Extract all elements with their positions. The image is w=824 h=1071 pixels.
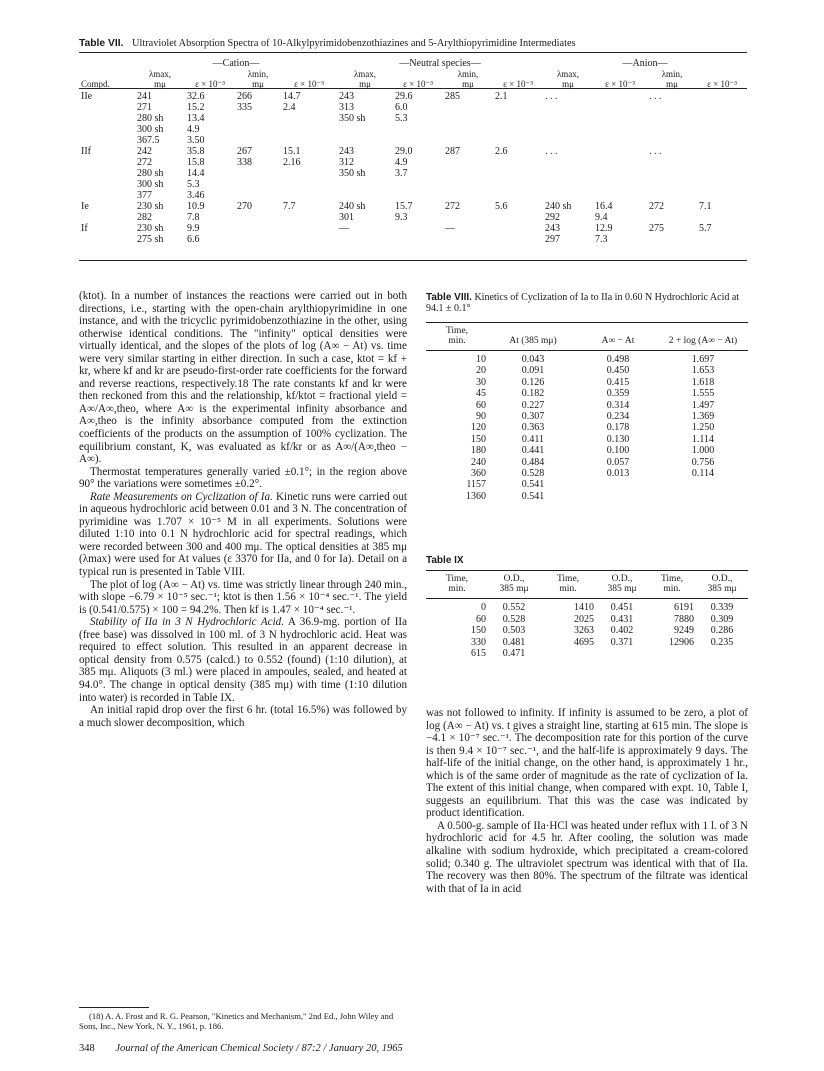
table-cell: 16.4 9.4 xyxy=(595,201,613,223)
table-cell: 0.756 xyxy=(691,456,715,468)
table-cell xyxy=(648,648,696,660)
column-header: A∞ − At xyxy=(578,323,658,351)
table-cell: 1157 xyxy=(466,479,486,491)
table-cell: 270 xyxy=(237,201,252,212)
table-cell: 9.9 6.6 xyxy=(187,223,200,245)
table-cell: 12.9 7.3 xyxy=(595,223,613,245)
column-header: Time, min. xyxy=(426,571,488,599)
table-cell: 0.363 xyxy=(521,422,545,434)
table-row xyxy=(426,479,748,490)
group-anion: —Anion— xyxy=(622,58,668,69)
table-cell: 0.314 xyxy=(606,399,630,411)
table-cell: 1.114 xyxy=(691,433,715,445)
table-cell: 0.182 xyxy=(521,388,545,400)
table-cell: 0.481 xyxy=(502,636,526,648)
table-cell: 330 xyxy=(471,636,486,648)
column-header: Time, min. xyxy=(648,571,696,599)
table-cell: 0.431 xyxy=(610,613,634,625)
column-header: O.D., 385 mμ xyxy=(696,571,748,599)
column-header: Time, min. xyxy=(426,323,488,351)
compd-header: Compd. xyxy=(81,79,110,89)
paragraph: A 0.500-g. sample of IIa·HCl was heated under reflux with 1 l. of 3 N hydrochloric acid for 4.5 hr. After cooling, the solution was made alkaline with sodium hydroxide, which precipitated a cream-colored solid; 0.340 g. The ultraviolet spectrum was identical with that of IIa. The recovery was then 80%. The spectrum of the filtrate was identical with that of Ia in acid xyxy=(426,819,748,895)
table-cell: 1.369 xyxy=(691,411,715,423)
table7-bottom-rule xyxy=(79,260,747,261)
table-cell: 241 271 280 sh 300 sh 367.5 xyxy=(137,91,164,146)
table-cell: 60 xyxy=(476,613,486,625)
table-cell: 230 sh 282 xyxy=(137,201,164,223)
table-cell: 615 xyxy=(471,648,486,659)
table-cell: 30 xyxy=(476,376,486,388)
table-cell xyxy=(696,648,748,660)
column-header: λmax, mμ xyxy=(556,69,580,89)
table-cell: 243 313 350 sh xyxy=(339,91,366,124)
table-cell: 0.415 xyxy=(606,376,630,388)
table-cell: — xyxy=(445,223,455,234)
table-cell: 7.1 xyxy=(699,201,712,212)
table-cell: 45 xyxy=(476,388,486,400)
column-header: ε × 10⁻³ xyxy=(195,79,225,89)
table-cell xyxy=(658,491,748,502)
table8-title: Kinetics of Cyclization of Ia to IIa in 0.60 N Hydrochloric Acid at 94.1 ± 0.1° xyxy=(426,292,740,314)
table-cell: 6191 xyxy=(674,602,694,613)
table-cell: 240 xyxy=(471,456,486,468)
journal-citation: Journal of the American Chemical Society / 87:2 / January 20, 1965 xyxy=(115,1043,403,1054)
paragraph: Thermostat temperatures generally varied ±0.1°; in the region above 90° the variations were sometimes ±0.2°. xyxy=(79,465,407,491)
table-cell: 120 xyxy=(471,422,486,434)
table-cell: 287 xyxy=(445,146,460,157)
table-cell: 1.000 xyxy=(691,445,715,457)
table-cell: 360 xyxy=(471,468,486,480)
table-row xyxy=(79,91,747,146)
footnote: (18) A. A. Frost and R. G. Pearson, "Kinetics and Mechanism," 2nd Ed., John Wiley and Sons, Inc., New York, N. Y., 1961, p. 186. xyxy=(79,1011,394,1031)
column-header: λmin, mμ xyxy=(457,69,479,89)
table-cell: 90 xyxy=(476,411,486,423)
table-cell: 0.126 xyxy=(521,376,545,388)
table-cell xyxy=(393,223,443,245)
table-cell: 230 sh 275 sh xyxy=(137,223,164,245)
table-cell: 150 xyxy=(471,433,486,445)
table-row xyxy=(426,422,748,433)
paragraph: was not followed to infinity. If infinity is assumed to be zero, a plot of log (A∞ − At) vs. t gives a straight line, starting at 615 min. The slope is −4.1 × 10⁻⁷ sec.⁻¹. The decomposition rate for this portion of the curve is then 9.4 × 10⁻⁷ sec.⁻¹, and the half-life is approximately 9 days. The half-life of the initial change, on the other hand, is approximately 1 hr., which is of the same order of magnitude as the rate of cyclization of Ia. The extent of this initial change, when compared with expt. 10, Table I, suggests an equilibrium. That this was the case was indicated by product identification. xyxy=(426,707,748,820)
table-cell: . . . xyxy=(649,91,662,102)
table-cell: 5.7 xyxy=(699,223,712,234)
column-header: ε × 10⁻³ xyxy=(503,79,533,89)
table-cell: 0.057 xyxy=(606,456,630,468)
column-header: λmax, mμ xyxy=(148,69,172,89)
table-cell: 243 297 xyxy=(545,223,560,245)
table-cell: 0.100 xyxy=(606,445,630,457)
table-cell: 1.250 xyxy=(691,422,715,434)
table-cell: 1.555 xyxy=(691,388,715,400)
table-row xyxy=(426,599,748,614)
table-cell xyxy=(596,648,648,660)
table-cell: 0.234 xyxy=(606,411,630,423)
table-cell: 0.528 xyxy=(502,613,526,625)
table-cell: 0.013 xyxy=(606,468,630,480)
table-cell: 1.618 xyxy=(691,376,715,388)
paragraph: (ktot). In a number of instances the reactions were carried out in both directions, i.e., starting with the open-chain arylthiopyrimidine in one instance, and with the tricyclic pyrimidobenzothiazine in the other, using otherwise identical conditions. The "infinity" optical densities were virtually identical, and the slopes of the plots of log (A∞ − At) vs. time were very similar starting in either direction. In such a case, ktot = kf + kr, where kf and kr are pseudo-first-order rate coefficients for the forward and reverse reactions, respectively.18 The rate constants kf and kr were then reckoned from this and the relationship, kf/ktot = fractional yield = A∞/A∞,theo, where A∞ is the experimental infinity absorbance and A∞,theo is the infinity absorbance computed from the extinction coefficients of the products on the assumption of 100% cyclization. The equilibrium constant, K, was evaluated as kf/kr or as A∞/(A∞,theo − A∞). xyxy=(79,290,407,466)
table-row xyxy=(426,400,748,411)
group-neutral: —Neutral species— xyxy=(399,58,481,69)
table-cell: 32.6 15.2 13.4 4.9 3.50 xyxy=(187,91,205,146)
group-cation: —Cation— xyxy=(212,58,260,69)
table8-caption xyxy=(426,292,746,314)
table-cell: 0.451 xyxy=(610,602,634,613)
table-cell: 7880 xyxy=(674,613,694,625)
table-row xyxy=(426,434,748,445)
table-cell: 29.0 4.9 3.7 xyxy=(395,146,413,179)
table-cell: . . . xyxy=(649,146,662,157)
table7-label: Table VII. xyxy=(79,38,124,49)
page-footer xyxy=(79,1043,403,1054)
table-cell: . . . xyxy=(545,91,558,102)
table-cell: 0.541 xyxy=(521,479,545,491)
table-cell: 10.9 7.8 xyxy=(187,201,205,223)
table-cell: 0.402 xyxy=(610,625,634,636)
table-row xyxy=(426,411,748,422)
column-header: ε × 10⁻³ xyxy=(403,79,433,89)
table-cell: 0.235 xyxy=(710,636,734,648)
compound-label: IIf xyxy=(81,146,91,157)
table-row xyxy=(79,223,747,245)
table-cell xyxy=(578,479,658,490)
footnote-rule xyxy=(79,1007,149,1008)
table-cell: 14.7 2.4 xyxy=(283,91,301,113)
column-header: Time, min. xyxy=(540,571,596,599)
table-cell: 0.450 xyxy=(606,365,630,377)
table-cell: 2.1 xyxy=(495,91,508,102)
column-header: O.D., 385 mμ xyxy=(596,571,648,599)
compound-label: Ie xyxy=(81,201,89,212)
column-header: O.D., 385 mμ xyxy=(488,571,540,599)
table-cell: 0 xyxy=(481,602,486,613)
table-cell xyxy=(593,91,647,146)
table-cell: 272 xyxy=(445,201,460,212)
table-cell: 10 xyxy=(476,354,486,365)
table-cell: 9249 xyxy=(674,625,694,636)
table-cell: 0.528 xyxy=(521,468,545,480)
table-cell xyxy=(658,479,748,490)
table-cell: 0.484 xyxy=(521,456,545,468)
table-cell: 272 xyxy=(649,201,664,212)
table7 xyxy=(79,58,747,245)
table-cell: 0.114 xyxy=(691,468,715,480)
table-cell: 0.227 xyxy=(521,399,545,411)
table-row xyxy=(426,491,748,502)
table-cell: 1.653 xyxy=(691,365,715,377)
table-row xyxy=(79,146,747,201)
table-cell: 180 xyxy=(471,445,486,457)
table-cell: 0.541 xyxy=(521,490,545,502)
table-cell: 3263 xyxy=(574,625,594,636)
table-cell: . . . xyxy=(545,146,558,157)
table-cell xyxy=(697,91,747,146)
table-cell: 0.091 xyxy=(521,365,545,377)
table-cell: 0.441 xyxy=(521,445,545,457)
paragraph: The plot of log (A∞ − At) vs. time was strictly linear through 240 min., with slope −6.79 × 10⁻⁵ sec.⁻¹; ktot is then 1.56 × 10⁻⁴ sec.⁻¹. The yield is (0.541/0.575) × 100 = 94.2%. Then kf is 1.47 × 10⁻⁴ sec.⁻¹. xyxy=(79,578,407,616)
table-cell: 0.411 xyxy=(521,433,545,445)
column-header: ε × 10⁻³ xyxy=(707,79,737,89)
table7-title: Ultraviolet Absorption Spectra of 10-Alkylpyrimidobenzothiazines and 5-Arylthiopyrimidine Intermediates xyxy=(132,38,576,49)
table-cell: 0.371 xyxy=(610,636,634,648)
compound-label: IIe xyxy=(81,91,93,102)
table-cell: 0.286 xyxy=(710,625,734,636)
table-cell xyxy=(540,648,596,660)
section-head: Stability of IIa in 3 N Hydrochloric Acid. xyxy=(90,616,284,629)
table-cell: 0.043 xyxy=(521,354,545,365)
table-cell: 12906 xyxy=(669,636,694,648)
table-cell: 1.697 xyxy=(691,354,715,365)
table-cell: 0.309 xyxy=(710,613,734,625)
table-cell xyxy=(593,146,647,201)
table-cell: 1.497 xyxy=(691,399,715,411)
table-cell: 0.307 xyxy=(521,411,545,423)
paragraph: Rate Measurements on Cyclization of Ia. Kinetic runs were carried out in aqueous hydrochloric acid between 0.01 and 3 N. The concentration of pyrimidine was 1.707 × 10⁻⁵ M in all experiments. Solutions were diluted 1:10 into 0.1 N hydrochloric acid for spectral readings, which were recorded between 300 and 400 mμ. The optical densities at 385 mμ (λmax) were used for At values (ε 3370 for IIa, and 0 for Ia). Detail on a typical run is presented in Table VIII. xyxy=(79,490,407,579)
table-row xyxy=(426,637,748,649)
table7-top-rule xyxy=(79,52,747,53)
column-header: 2 + log (A∞ − At) xyxy=(658,323,748,351)
table-cell: 275 xyxy=(649,223,664,234)
table-row xyxy=(426,625,748,637)
table-cell: 1410 xyxy=(574,602,594,613)
table-cell: 29.6 6.0 5.3 xyxy=(395,91,413,124)
table-row xyxy=(79,201,747,223)
paragraph: Stability of IIa in 3 N Hydrochloric Acid. A 36.9-mg. portion of IIa (free base) was dissolved in 100 ml. of 3 N hydrochloric acid. Heat was required to effect solution. This resulted in an apparent decrease in optical density from 0.575 (calcd.) to 0.552 (found) (1:10 dilution), at 385 mμ. Aliquots (3 ml.) were placed in ampoules, sealed, and heated at 94.0°. The change in optical density (385 mμ) with time (1:10 dilution into water) is recorded in Table IX. xyxy=(79,616,408,704)
table-cell: 0.339 xyxy=(710,602,734,613)
column-header: λmin, mμ xyxy=(247,69,269,89)
section-head: Rate Measurements on Cyclization of Ia. xyxy=(90,490,273,503)
column-header: λmax, mμ xyxy=(353,69,377,89)
table-cell: — xyxy=(339,223,349,234)
table9-label: Table IX xyxy=(426,555,464,566)
table-cell xyxy=(578,491,658,502)
left-column-text xyxy=(79,290,407,729)
table-row xyxy=(426,648,748,660)
table-cell: 240 sh 301 xyxy=(339,201,366,223)
table7-caption xyxy=(79,38,576,49)
page-number: 348 xyxy=(79,1043,95,1054)
column-header: ε × 10⁻³ xyxy=(605,79,635,89)
table-cell: 266 335 xyxy=(237,91,252,113)
table-cell: 7.7 xyxy=(283,201,296,212)
table-cell: 4695 xyxy=(574,636,594,648)
table-row xyxy=(426,445,748,456)
table-cell xyxy=(281,223,337,245)
compound-label: If xyxy=(81,223,88,234)
table9 xyxy=(426,570,748,660)
table-cell: 15.1 2.16 xyxy=(283,146,301,168)
table8 xyxy=(426,322,748,502)
table-cell: 0.498 xyxy=(606,354,630,365)
table-row xyxy=(426,365,748,376)
table-cell: 0.178 xyxy=(606,422,630,434)
table-cell: 0.359 xyxy=(606,388,630,400)
table-row xyxy=(426,468,748,479)
table-cell: 240 sh 292 xyxy=(545,201,572,223)
table-cell: 150 xyxy=(471,625,486,636)
right-column-text xyxy=(426,707,748,895)
column-header: At (385 mμ) xyxy=(488,323,578,351)
table-cell: 0.552 xyxy=(502,602,526,613)
column-header: λmin, mμ xyxy=(661,69,683,89)
table-cell: 0.471 xyxy=(502,648,526,659)
column-header: ε × 10⁻³ xyxy=(294,79,324,89)
table8-label: Table VIII. xyxy=(426,292,472,303)
table-cell: 2.6 xyxy=(495,146,508,157)
table-cell: 242 272 280 sh 300 sh 377 xyxy=(137,146,164,201)
table-row xyxy=(426,377,748,388)
table-cell: 20 xyxy=(476,365,486,377)
table-cell: 35.8 15.8 14.4 5.3 3.46 xyxy=(187,146,205,201)
table-cell xyxy=(493,223,543,245)
table-cell: 2025 xyxy=(574,613,594,625)
table-cell: 60 xyxy=(476,399,486,411)
table-cell: 267 338 xyxy=(237,146,252,168)
table-row xyxy=(426,351,748,366)
table-cell: 5.6 xyxy=(495,201,508,212)
table-cell: 285 xyxy=(445,91,460,102)
table-cell xyxy=(235,223,281,245)
table-cell: 1360 xyxy=(466,490,486,502)
table-cell: 243 312 350 sh xyxy=(339,146,366,179)
table-row xyxy=(426,614,748,626)
paragraph: An initial rapid drop over the first 6 hr. (total 16.5%) was followed by a much slower decomposition, which xyxy=(79,704,407,729)
table-cell: 15.7 9.3 xyxy=(395,201,413,223)
table-row xyxy=(426,388,748,399)
table-cell xyxy=(697,146,747,201)
table-cell: 0.503 xyxy=(502,625,526,636)
table-row xyxy=(426,457,748,468)
table-cell: 0.130 xyxy=(606,433,630,445)
